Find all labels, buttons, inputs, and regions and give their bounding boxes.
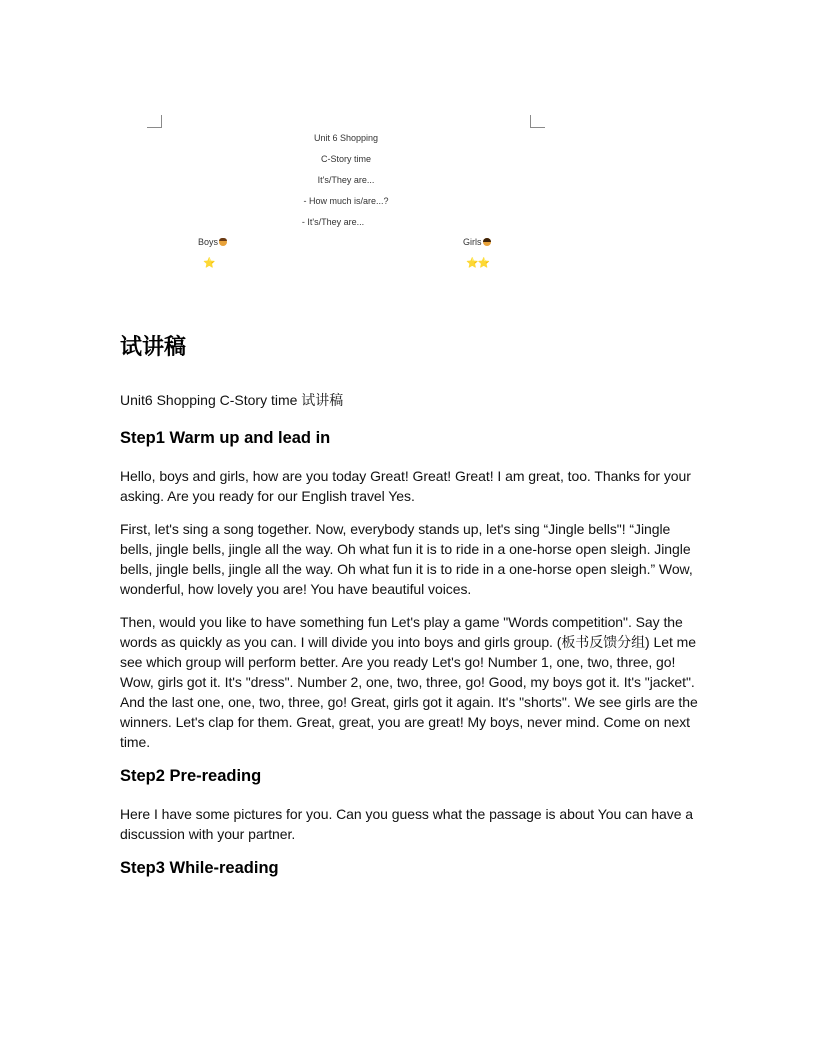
- crop-mark-left: [147, 115, 162, 128]
- board-line-answer: - It's/They are...: [301, 217, 365, 227]
- boys-group: [198, 237, 227, 247]
- board-line-pattern: It's/They are...: [317, 175, 375, 185]
- document-subtitle: Unit6 Shopping C-Story time 试讲稿: [120, 392, 344, 408]
- girls-group: [463, 237, 491, 247]
- step1-heading: Step1 Warm up and lead in: [120, 429, 331, 447]
- girls-label: Girls: [463, 237, 482, 247]
- girls-stars: ⭐⭐: [466, 258, 489, 269]
- step1-paragraph-greeting: Hello, boys and girls, how are you today Great! Great! Great! I am great, too. Thanks for your asking. Are you ready for our English travel Yes.: [120, 468, 691, 504]
- board-line-section: C-Story time: [320, 154, 371, 164]
- crop-mark-right: [530, 115, 545, 128]
- step2-heading: Step2 Pre-reading: [120, 767, 262, 785]
- boys-label: Boys: [198, 237, 219, 247]
- board-line-question: - How much is/are...?: [303, 196, 389, 206]
- document-title: 试讲稿: [120, 335, 187, 360]
- boy-face-icon: [219, 238, 227, 246]
- step3-heading: Step3 While-reading: [120, 859, 279, 877]
- document-body: [120, 333, 705, 896]
- girl-face-icon: [483, 238, 491, 246]
- step1-paragraph-song: First, let's sing a song together. Now, everybody stands up, let's sing “Jingle bells"! “Jingle bells, jingle bells, jingle all the way. Oh what fun it is to ride in a one-horse open sleigh. Jingle bells, jingle bells, jingle all the way. Oh what fun it is to ride in a one-horse open sleigh.” Wow, wonderful, how lovely you are! You have beautiful voices.: [120, 521, 693, 597]
- board-line-unit: Unit 6 Shopping: [313, 133, 379, 143]
- boys-stars: ⭐: [203, 258, 215, 269]
- step1-paragraph-game: Then, would you like to have something fun Let's play a game "Words competition". Say the words as quickly as you can. I will divide you into boys and girls group. (板书反馈分组) Let me see which group will perform better. Are you ready Let's go! Number 1, one, two, three, go! Wow, girls got it. It's "dress". Number 2, one, two, three, go! Good, my boys got it. It's "jacket". And the last one, one, two, three, go! Great, girls got it again. It's "shorts". We see girls are the winners. Let's clap for them. Great, great, you are great! My boys, never mind. Come on next time.: [120, 614, 698, 750]
- step2-paragraph: Here I have some pictures for you. Can you guess what the passage is about You can have a discussion with your partner.: [120, 806, 694, 842]
